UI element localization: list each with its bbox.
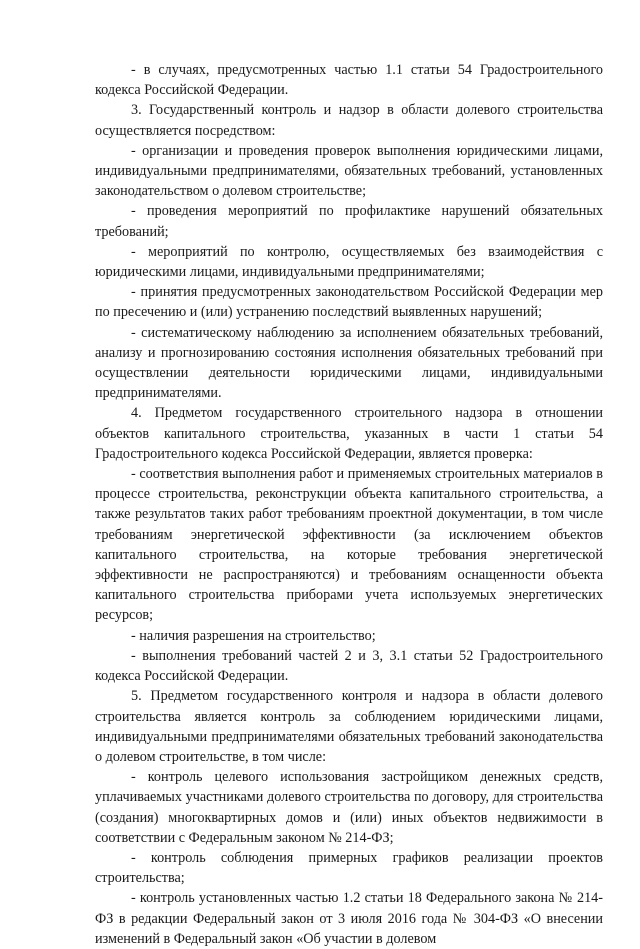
paragraph: - организации и проведения проверок выполнения юридическими лицами, индивидуальными предпринимателями, обязательных требований, установленных законодательством о долевом строительстве; (95, 142, 603, 200)
paragraph: - в случаях, предусмотренных частью 1.1 статьи 54 Градостроительного кодекса Российской Федерации. (95, 62, 603, 99)
paragraph: - мероприятий по контролю, осуществляемых без взаимодействия с юридическими лицами, индивидуальными предпринимателями; (95, 243, 603, 281)
paragraph: - систематическому наблюдению за исполнением обязательных требований, анализу и прогнозированию состояния исполнения обязательных требований при осуществлении деятельности юридическими лицами, индивидуальными предпринимателями. (95, 324, 603, 402)
paragraph: - соответствия выполнения работ и применяемых строительных материалов в процессе строительства, реконструкции объекта капитального строительства, а также результатов таких работ требованиям проектной документации, в том числе требованиям энергетической эффективности (за исключением объектов капитального строительства, на которые требования энергетической эффективности не распространяются) и требованиям оснащенности объекта капитального строительства приборами учета используемых энергетических ресурсов; (95, 466, 603, 624)
document-body (95, 60, 603, 949)
paragraph: - контроль установленных частью 1.2 статьи 18 Федерального закона № 214-ФЗ в редакции Федеральный закон от 3 июля 2016 года № 304-ФЗ «О внесении изменений в Федеральный закон «Об участии в долевом (95, 890, 603, 947)
paragraph: - проведения мероприятий по профилактике нарушений обязательных требований; (95, 203, 603, 240)
paragraph: 4. Предметом государственного строительного надзора в отношении объектов капитального строительства, указанных в части 1 статьи 54 Градостроительного кодекса Российской Федерации, является проверка: (95, 405, 603, 462)
paragraph: - наличия разрешения на строительство; (131, 627, 376, 644)
paragraph: - контроль целевого использования застройщиком денежных средств, уплачиваемых участниками долевого строительства по договору, для строительства (создания) многоквартирных домов и (или) иных объектов недвижимости в соответствии с Федеральным законом № 214-ФЗ; (95, 769, 603, 846)
paragraph: 5. Предметом государственного контроля и надзора в области долевого строительства является контроль за соблюдением юридическими лицами, индивидуальными предпринимателями обязательных требований законодательства о долевом строительстве, в том числе: (95, 688, 603, 765)
paragraph: 3. Государственный контроль и надзор в области долевого строительства осуществляется посредством: (95, 102, 603, 139)
paragraph: - принятия предусмотренных законодательством Российской Федерации мер по пресечению и (или) устранению последствий выявленных нарушений; (95, 284, 603, 321)
paragraph: - выполнения требований частей 2 и 3, 3.1 статьи 52 Градостроительного кодекса Российской Федерации. (95, 647, 603, 685)
paragraph: - контроль соблюдения примерных графиков реализации проектов строительства; (95, 849, 603, 887)
